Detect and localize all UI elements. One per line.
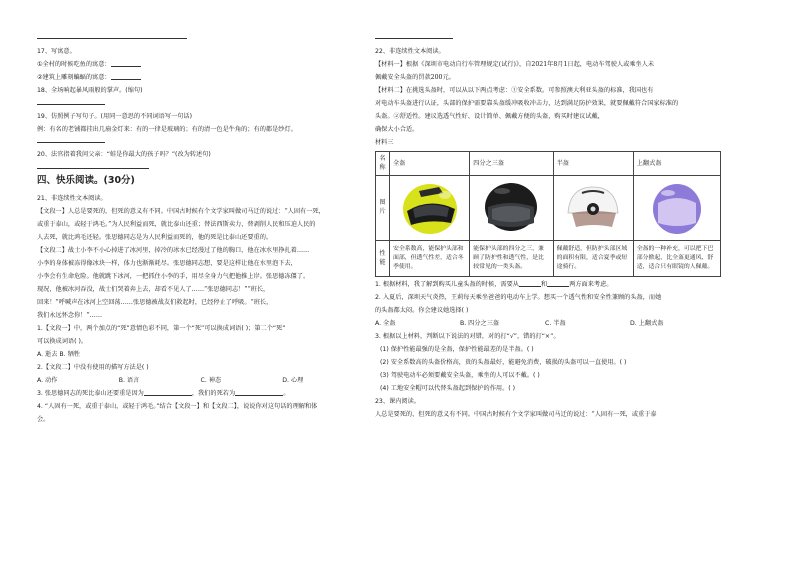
helmet-q3-item: (1) 保护性能最强的是全盔，保护性能最差的是半盔。( ) (380, 346, 534, 354)
section-4-title: 四、快乐阅读。(30分) (37, 174, 135, 186)
q19-example: 例：有名的老铺都挂出几扇金灯来：有的一律是玻璃的；有的清一色是牛角的；有的都是纱灯。 (37, 125, 297, 133)
read-q4-b: 会。 (37, 415, 50, 423)
read-q1-options: A. 逝去 B. 牺牲 (37, 350, 80, 358)
answer-line[interactable] (37, 104, 105, 105)
helmet-q2-options (375, 319, 721, 329)
answer-blank[interactable] (519, 281, 541, 287)
option-d[interactable]: D. 心理 (282, 376, 304, 384)
answer-blank[interactable] (547, 281, 569, 287)
row-label-feature: 性能 (376, 241, 390, 277)
half-helmet-image (557, 177, 630, 239)
option-b[interactable]: B. 语言 (118, 376, 140, 384)
helmet-image-cell (470, 176, 553, 241)
q17-title: 17、写寓意。 (37, 48, 76, 55)
helmet-q3-item: (2) 安全系数高的头盔价格高，贵的头盔最好，能避免消费，破损的头盔可以一直使用。( ) (380, 359, 627, 367)
material-2-line: 确保大小合适。 (375, 126, 419, 133)
answer-line[interactable] (37, 142, 105, 143)
helmet-q3-item: (4) 工地安全帽可以代替头盔起到保护的作用。( ) (380, 385, 516, 393)
q23-title: 23、课内阅读。 (375, 398, 420, 406)
helmet-desc: 安全系数高，能保护头部和面部，但透气性差，适合冬季使用。 (390, 241, 470, 277)
option-c[interactable]: C. 神态 (200, 376, 222, 384)
table-row (376, 176, 721, 241)
option-a[interactable]: A. 全盔 (375, 320, 396, 328)
doc1-line: 或重于泰山，或轻于鸿毛。”为人民利益而死，就比泰山还重；替法西斯卖力，替剥削人民和压迫人民的 (37, 220, 316, 228)
helmet-q3: 3. 根据以上材料，判断以下说法的对错，对的打“√”，错的打“×”。 (375, 333, 560, 341)
q21-title: 21、非连续性文本阅读。 (37, 194, 107, 202)
doc2-line: 【文段二】战士小李不小心掉进了冰河里，掉冷的冰水已经漫过了他的胸口，他在冰水里挣扎着…… (37, 246, 310, 254)
helmet-name: 四分之三盔 (470, 152, 553, 176)
read-q1: 1.【文段一】中，两个加点的“死”意情色彩不同，第一个“死”可以换成词语( )；第二个“死” (37, 324, 286, 332)
material-1 (375, 60, 721, 83)
doc2-line: 小李会有生命危险。他就跳下冰河，一把抓住小李的手，用尽全身力气把他推上岸。张思德冻僵了。 (37, 272, 310, 280)
material-2 (375, 86, 721, 135)
q17-b: ②建筑上雕刻蝙蝠的寓意： (37, 73, 364, 83)
q19-title: 19、仿照例子写句子。(用同一意思的不同词语写一句话) (37, 112, 193, 120)
right-column (375, 38, 721, 423)
answer-blank[interactable] (111, 61, 141, 67)
option-a[interactable]: A. 动作 (37, 376, 58, 384)
header-rule (37, 38, 187, 39)
table-row (376, 241, 721, 277)
doc2-line: 回来！”呼喊声在冰河上空回荡……张思德被战友们救起时，已经停止了呼吸。“班长， (37, 298, 273, 306)
helmet-q3-item: (3) 驾驶电动车必须要戴安全头盔，乘坐的人可以不戴。( ) (380, 372, 540, 380)
helmet-desc: 佩戴舒适，但防护头部区域的面积有限，适合夏季或短途骑行。 (553, 241, 633, 277)
helmet-desc: 全盔的一种补充，可以把下巴部分掀起，比全盔更通风、舒适，适合只有眼镜的人佩戴。 (633, 241, 720, 277)
read-q3: 3. 张思德同志的死比泰山还要重是因为 ，我们的死若为 。 (37, 389, 290, 397)
doc2-line: 我们永远怀念你！”…… (37, 311, 103, 319)
row-label-name: 名称 (376, 152, 390, 176)
doc1 (37, 207, 364, 243)
doc2 (37, 246, 364, 321)
helmet-name: 全盔 (390, 152, 470, 176)
material-2-line: 对电动车头盔进行认证，头部的保护需要靠头盔缓冲吸收冲击力，达到满足防护效果，就要佩戴符合国家标准的 (375, 100, 679, 107)
option-b[interactable]: B. 四分之三盔 (460, 320, 500, 328)
left-column (37, 38, 364, 428)
read-q1-b: 可以换成词语( )。 (37, 337, 88, 345)
read-q4: 4. “人固有一死，或重于泰山，或轻于鸿毛。”结合【文段一】和【文段二】，说说你对这句话的理解和体 (37, 402, 318, 410)
material-2-line: 头盔。②舒适性。建议选透气性好、设计简单、佩戴方便的头盔，购买时建议试戴， (375, 113, 604, 120)
full-face-helmet-image (393, 177, 466, 239)
read-q2: 2.【文段二】中没有使用的描写方法是( ) (37, 363, 149, 371)
doc1-line: 【文段一】人总是要死的，但死的意义有不同。中国古时候有个文学家叫做司马迁的说过：“人固有一死， (37, 207, 325, 215)
flip-up-helmet-image (637, 177, 717, 239)
helmet-image-cell (633, 176, 720, 241)
helmet-image-cell (390, 176, 470, 241)
q18: 18、全场响起暴风雨般的掌声。(缩句) (37, 87, 143, 94)
doc1-line: 人去死，就比鸿毛还轻。张思德同志是为人民利益而死的，他的死是比泰山还要重的。 (37, 233, 273, 241)
q17-a: ①全村的时候吃鱼的寓意： (37, 60, 364, 70)
option-d[interactable]: D. 上翻式盔 (630, 320, 664, 328)
three-quarter-helmet-image (473, 177, 549, 239)
table-row (376, 152, 721, 176)
answer-line[interactable] (37, 168, 149, 169)
material-1-line: 【材料一】根据《深圳市电动自行车管理规定(试行)》，自2021年8月1日起，电动车驾驶人或乘坐人未 (375, 61, 655, 68)
material-3-title: 材料三 (375, 139, 394, 146)
answer-blank[interactable] (235, 390, 283, 396)
helmet-table (375, 151, 721, 277)
q23-text: 人总是要死的，但死的意义有不同。中国古时候有个文学家叫做司马迁的说过：“人固有一死，或重于泰 (375, 411, 657, 419)
helmet-desc: 能保护头部的四分之三，兼顾了防护性和透气性，是比较常见的一类头盔。 (470, 241, 553, 277)
answer-blank[interactable] (111, 74, 141, 80)
helmet-q2: 2. 入夏后，深圳天气炎热，王莉每天乘坐爸爸的电动车上学。想买一个透气性和安全性兼顾的头盔，而她 (375, 294, 662, 302)
helmet-name: 半盔 (553, 152, 633, 176)
material-2-line: 【材料二】在挑选头盔时，可以从以下两点考虑：①安全系数。可参照澳大利亚头盔的标准，我国也有 (375, 87, 654, 94)
doc2-line: 现况，他被冰河吞没，战士们哭着奔上去，却看不见人了……“张思德同志！”“班长， (37, 285, 270, 293)
q22-title: 22、非连续性文本阅读。 (375, 48, 445, 55)
helmet-image-cell (553, 176, 633, 241)
answer-blank[interactable] (144, 390, 192, 396)
read-q2-options (37, 376, 364, 386)
doc2-line: 小李的身体被冻得像冰块一样，体力也渐渐耗尽。张思德同志想，要是这样让他在水里泡下去， (37, 259, 297, 267)
row-label-image: 图片 (376, 176, 390, 241)
helmet-q2-b: 的头盔都太闷。你会建议她选择( ) (375, 307, 469, 315)
q20: 20、法官指着我问父亲：“蛙是你最大的孩子吗？”(改为转述句) (37, 151, 211, 159)
header-rule (375, 38, 453, 39)
helmet-name: 上翻式盔 (633, 152, 720, 176)
material-1-line: 佩戴安全头盔的罚款200元。 (375, 74, 455, 81)
helmet-q1: 1. 根据材料，我了解到购买儿童头盔的时候，需要从 和 两方面来考虑。 (375, 281, 613, 289)
option-c[interactable]: C. 半盔 (545, 320, 566, 328)
